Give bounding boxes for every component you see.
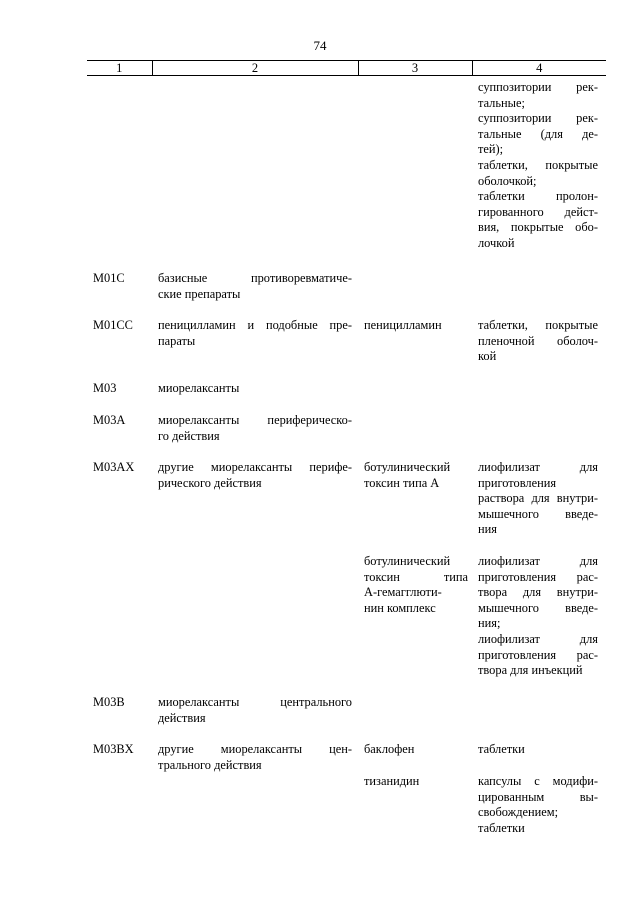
- column-number-4: 4: [472, 61, 606, 76]
- form-line: приготовления рас-: [478, 647, 598, 662]
- atc-code: M03A: [93, 413, 126, 427]
- name-line: миорелаксанты: [158, 381, 240, 395]
- form-line: лиофилизат для: [478, 554, 598, 568]
- form-line: таблетки пролон-: [478, 189, 598, 204]
- drug-name: [364, 774, 468, 790]
- dosage-form: [478, 318, 598, 365]
- drug-line: пеницилламин: [364, 318, 442, 332]
- name-line: пеницилламин и подобные пре-: [158, 318, 352, 332]
- atc-code: M03AX: [93, 460, 135, 474]
- form-line: лиофилизат для: [478, 460, 598, 474]
- form-line: тальные (для де-: [478, 126, 598, 141]
- atc-code: M01C: [93, 271, 125, 285]
- atc-group-name: [158, 318, 352, 349]
- drug-name: [364, 742, 468, 758]
- form-line: таблетки, покрытые: [478, 318, 598, 332]
- form-line: ния: [478, 522, 497, 537]
- atc-code: M03: [93, 381, 117, 395]
- form-line: твора для внутри-: [478, 585, 598, 600]
- form-line: таблетки, покрытые: [478, 157, 598, 172]
- atc-group-name: [158, 381, 352, 397]
- name-line: параты: [158, 333, 196, 348]
- form-line: суппозитории рек-: [478, 111, 598, 126]
- continued-forms-cell: [478, 80, 598, 252]
- drug-line: токсин типа: [364, 569, 468, 584]
- atc-group-name: [158, 742, 352, 773]
- name-line: ские препараты: [158, 286, 241, 301]
- dosage-form: [478, 460, 598, 538]
- dosage-form: [478, 742, 598, 758]
- drug-name: [364, 460, 468, 491]
- drug-line: баклофен: [364, 742, 415, 756]
- name-line: базисные противоревматиче-: [158, 271, 352, 285]
- column-number-2: 2: [152, 61, 358, 76]
- form-line: капсулы с модифи-: [478, 774, 598, 788]
- form-line: тей);: [478, 142, 504, 157]
- atc-code: M03B: [93, 695, 125, 709]
- atc-group-name: [158, 271, 352, 302]
- form-line: таблетки: [478, 742, 525, 756]
- name-line: рического действия: [158, 475, 262, 490]
- name-line: действия: [158, 710, 206, 725]
- form-line: таблетки: [478, 820, 525, 835]
- column-number-3: 3: [358, 61, 472, 76]
- drug-name: [364, 318, 468, 334]
- form-line: суппозитории рек-: [478, 80, 598, 94]
- form-line: приготовления: [478, 475, 557, 490]
- atc-code: M01CC: [93, 318, 133, 332]
- name-line: трального действия: [158, 757, 262, 772]
- form-line: приготовления рас-: [478, 569, 598, 584]
- form-line: раствора для внутри-: [478, 491, 598, 506]
- form-line: цированным вы-: [478, 789, 598, 804]
- drug-line: ботулинический: [364, 460, 451, 474]
- column-header-row: [87, 60, 606, 76]
- form-line: гированного дейст-: [478, 204, 598, 219]
- form-line: ния;: [478, 616, 501, 631]
- form-line: твора для инъекций: [478, 663, 583, 678]
- drug-line: нин комплекс: [364, 600, 436, 615]
- form-line: тальные;: [478, 95, 525, 110]
- form-line: лиофилизат для: [478, 631, 598, 646]
- form-line: свобождением;: [478, 805, 559, 820]
- form-line: лочкой: [478, 235, 515, 250]
- name-line: другие миорелаксанты цен-: [158, 742, 352, 756]
- form-line: мышечного введе-: [478, 600, 598, 615]
- form-line: пленочной оболоч-: [478, 333, 598, 348]
- form-line: вия, покрытые обо-: [478, 220, 598, 235]
- name-line: другие миорелаксанты перифе-: [158, 460, 352, 474]
- form-line: оболочкой;: [478, 173, 537, 188]
- page-number: 74: [313, 38, 327, 53]
- drug-line: ботулинический: [364, 554, 451, 568]
- dosage-form: [478, 774, 598, 836]
- atc-group-name: [158, 695, 352, 726]
- name-line: миорелаксанты центрального: [158, 695, 352, 709]
- form-line: кой: [478, 349, 497, 364]
- form-line: мышечного введе-: [478, 506, 598, 521]
- drug-line: А-гемагглюти-: [364, 585, 442, 600]
- drug-line: тизанидин: [364, 774, 420, 788]
- drug-name: [364, 554, 468, 616]
- atc-code: M03BX: [93, 742, 134, 756]
- name-line: миорелаксанты периферическо-: [158, 413, 352, 427]
- column-number-1: 1: [87, 61, 152, 76]
- drug-line: токсин типа А: [364, 475, 440, 490]
- atc-group-name: [158, 460, 352, 491]
- name-line: го действия: [158, 428, 220, 443]
- dosage-form: [478, 554, 598, 679]
- atc-group-name: [158, 413, 352, 444]
